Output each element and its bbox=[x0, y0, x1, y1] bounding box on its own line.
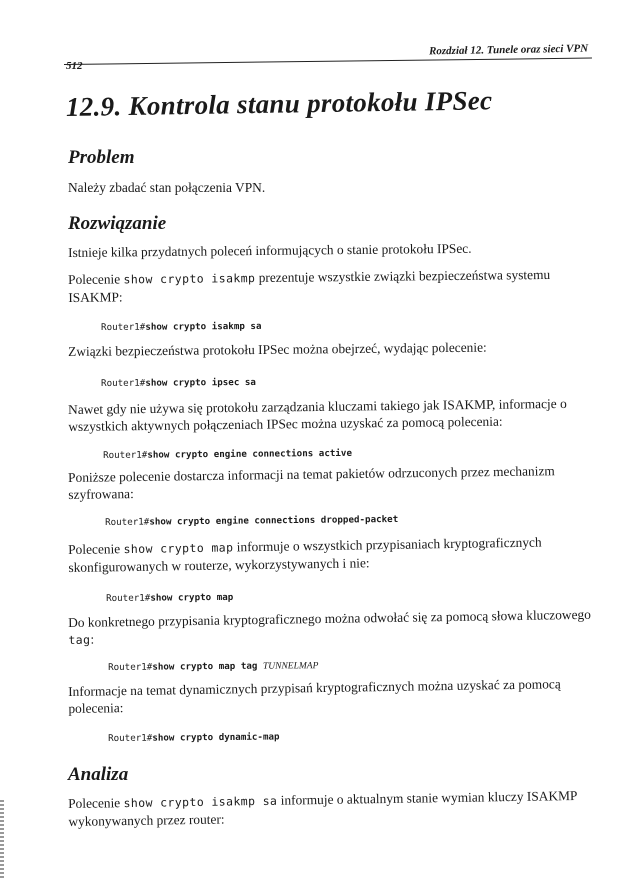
solution-paragraph-3: Związki bezpieczeństwa protokołu IPSec można obejrzeć, wydając polecenie: bbox=[68, 339, 487, 359]
prompt: Router1# bbox=[105, 516, 150, 528]
inline-code: tag bbox=[68, 632, 91, 647]
solution-heading: Rozwiązanie bbox=[68, 213, 167, 234]
text: informuje o wszystkich przypisaniach kryptograficznych skonfigurowanych w routerze, wykorzystywanych i nie: bbox=[68, 534, 542, 575]
prompt: Router1# bbox=[108, 732, 153, 744]
solution-paragraph-1: Istnieje kilka przydatnych poleceń informujących o stanie protokołu IPSec. bbox=[68, 240, 472, 260]
solution-paragraph-4: Nawet gdy nie używa się protokołu zarządzania kluczami takiego jak ISAKMP, informacje o wszystkich aktywnych połączeniach IPSec można uzyskać za pomocą polecenia: bbox=[68, 395, 567, 434]
prompt: Router1# bbox=[106, 592, 151, 604]
prompt: Router1# bbox=[108, 661, 153, 673]
inline-code: show crypto map bbox=[123, 540, 234, 557]
problem-heading: Problem bbox=[68, 147, 135, 168]
solution-paragraph-8: Informacje na temat dynamicznych przypisań kryptograficznych można uzyskać za pomocą polecenia: bbox=[68, 676, 561, 716]
code-line-1 bbox=[101, 321, 262, 333]
code-line-4 bbox=[105, 514, 398, 528]
command: show crypto engine connections active bbox=[147, 447, 353, 461]
text: : bbox=[90, 631, 95, 647]
prompt: Router1# bbox=[101, 377, 146, 389]
solution-paragraph-2 bbox=[68, 265, 598, 306]
text: Polecenie bbox=[68, 795, 124, 811]
code-line-5 bbox=[106, 592, 233, 604]
command: show crypto ipsec sa bbox=[145, 376, 256, 389]
code-line-2 bbox=[101, 377, 256, 389]
inline-code: show crypto isakmp sa bbox=[123, 793, 278, 811]
text: Do konkretnego przypisania kryptograficznego można odwołać się za pomocą słowa kluczowego bbox=[68, 606, 591, 630]
command: show crypto map bbox=[150, 591, 234, 604]
solution-paragraph-5: Poniższe polecenie dostarcza informacji na temat pakietów odrzuconych przez mechanizm szyfrowana: bbox=[68, 463, 555, 502]
text: informuje o aktualnym stanie wymian kluczy ISAKMP wykonywanych przez router: bbox=[68, 788, 578, 829]
analysis-heading: Analiza bbox=[68, 764, 129, 785]
command: show crypto isakmp sa bbox=[145, 320, 262, 333]
prompt: Router1# bbox=[101, 321, 146, 333]
code-line-6 bbox=[108, 660, 318, 673]
command: show crypto dynamic-map bbox=[152, 731, 280, 744]
running-title: Rozdział 12. Tunele oraz sieci VPN bbox=[428, 42, 589, 58]
scan-binding-edge bbox=[0, 800, 4, 880]
analysis-paragraph-1 bbox=[68, 787, 598, 830]
tag-argument: TUNNELMAP bbox=[262, 661, 319, 672]
header-rule bbox=[64, 58, 592, 65]
inline-code: show crypto isakmp bbox=[123, 271, 256, 287]
problem-text: Należy zbadać stan połączenia VPN. bbox=[68, 180, 266, 195]
code-line-3 bbox=[103, 448, 352, 461]
solution-paragraph-6 bbox=[68, 533, 598, 576]
solution-paragraph-7 bbox=[68, 606, 598, 649]
text: Polecenie bbox=[68, 541, 124, 557]
chapter-title: 12.9. Kontrola stanu protokołu IPSec bbox=[65, 85, 493, 122]
text: Polecenie bbox=[68, 271, 124, 287]
code-line-7 bbox=[108, 732, 280, 744]
page-number: 512 bbox=[66, 60, 83, 72]
command: show crypto map tag bbox=[152, 660, 258, 673]
command: show crypto engine connections dropped-packet bbox=[149, 513, 399, 528]
prompt: Router1# bbox=[103, 449, 148, 461]
text: prezentuje wszystkie związki bezpieczeństwa systemu ISAKMP: bbox=[68, 266, 551, 305]
